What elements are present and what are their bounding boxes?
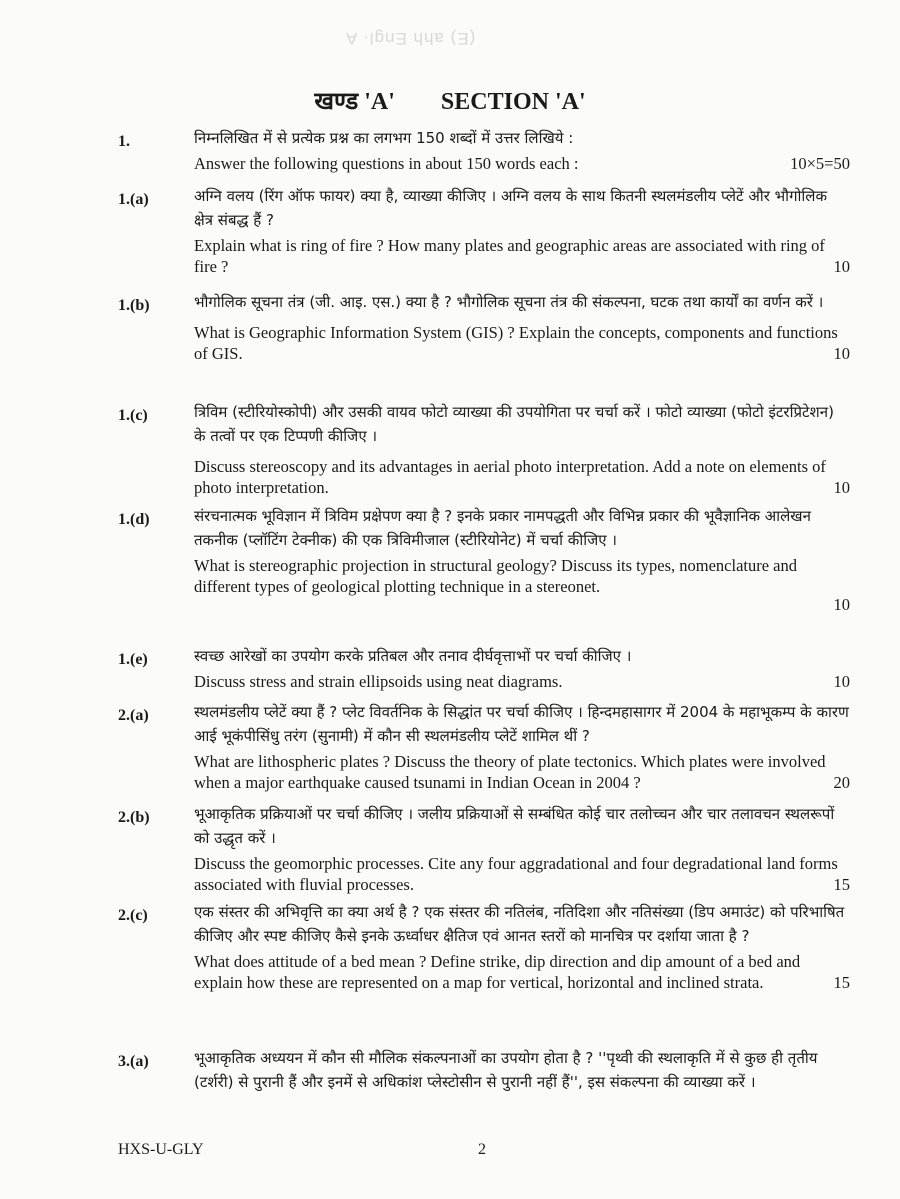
question-text-hindi: भौगोलिक सूचना तंत्र (जी. आइ. एस.) क्या है ? भौगोलिक सूचना तंत्र की संकल्पना, घटक तथा कार्यों का वर्णन करें । — [194, 293, 824, 311]
question-number: 1.(d) — [118, 511, 150, 528]
question-1 — [118, 126, 850, 174]
question-text-hindi: संरचनात्मक भूविज्ञान में त्रिविम प्रक्षेपण क्या है ? इनके प्रकार नामपद्धती और विभिन्न प्रकार की भूवैज्ञानिक आलेखन तकनीक (प्लॉटिंग टेक्नीक) की एक त्रिविमीजाल (स्टीरियोनेट) में चर्चा कीजिए । — [194, 507, 811, 549]
question-text-english-body: What are lithospheric plates ? Discuss the theory of plate tectonics. Which plates were involved when a major earthquake caused tsunami in Indian Ocean in 2004 ? — [194, 752, 826, 792]
question-text-hindi: भूआकृतिक अध्ययन में कौन सी मौलिक संकल्पनाओं का उपयोग होता है ? ''पृथ्वी की स्थलाकृति में से कुछ ही तृतीय (टर्शरी) से पुरानी हैं और इनमें से अधिकांश प्लेस्टोसीन से पुरानी नहीं हैं'', इस संकल्पना की व्याख्या करें । — [194, 1049, 818, 1091]
question-number: 1.(c) — [118, 407, 148, 424]
question-text-english-body: Explain what is ring of fire ? How many plates and geographic areas are associated with ring of fire ? — [194, 236, 825, 276]
question-text-hindi: स्थलमंडलीय प्लेटें क्या हैं ? प्लेट विवर्तनिक के सिद्धांत पर चर्चा कीजिए । हिन्दमहासागर में 2004 के महाभूकम्प के कारण आई भूकंपीसिंधु तरंग (सुनामी) में कौन सी स्थलमंडलीय प्लेटें शामिल थीं ? — [194, 703, 849, 745]
question-text-english — [194, 322, 850, 364]
question-text-english-body: What does attitude of a bed mean ? Define strike, dip direction and dip amount of a bed and explain how these are represented on a map for vertical, horizontal and inclined strata. — [194, 952, 801, 992]
question-text-english — [194, 235, 850, 277]
bleed-through-text: (E) ahh Engl· A — [345, 29, 476, 48]
question-1d — [118, 504, 850, 614]
question-text-english — [194, 951, 850, 993]
question-marks: 15 — [833, 973, 850, 992]
question-marks: 20 — [833, 773, 850, 792]
question-text-english — [194, 751, 850, 793]
question-2c — [118, 900, 850, 993]
question-text-english-body: Discuss stress and strain ellipsoids using neat diagrams. — [194, 672, 563, 691]
page-number: 2 — [478, 1141, 486, 1158]
question-number: 1.(b) — [118, 297, 150, 314]
question-text-hindi: अग्नि वलय (रिंग ऑफ फायर) क्या है, व्याख्या कीजिए । अग्नि वलय के साथ कितनी स्थलमंडलीय प्लेटें और भौगोलिक क्षेत्र संबद्ध हैं ? — [194, 187, 827, 229]
section-heading — [0, 84, 900, 117]
question-number: 2.(a) — [118, 707, 149, 724]
question-number: 1.(a) — [118, 191, 149, 208]
question-text-english-body: What is Geographic Information System (GIS) ? Explain the concepts, components and functions of GIS. — [194, 323, 838, 363]
question-marks: 10 — [833, 595, 850, 614]
question-number: 1.(e) — [118, 651, 148, 668]
question-text-hindi: निम्नलिखित में से प्रत्येक प्रश्न का लगभग 150 शब्दों में उत्तर लिखिये : — [194, 129, 574, 147]
question-1b — [118, 290, 850, 364]
question-number: 2.(c) — [118, 907, 148, 924]
question-text-english — [194, 153, 850, 174]
question-marks: 15 — [833, 875, 850, 894]
question-number: 1. — [118, 133, 130, 150]
question-marks: 10 — [833, 672, 850, 691]
question-1c — [118, 400, 850, 498]
question-text-english — [194, 853, 850, 895]
question-text-english-body: Discuss stereoscopy and its advantages in aerial photo interpretation. Add a note on elements of photo interpretation. — [194, 457, 826, 497]
question-number: 3.(a) — [118, 1053, 149, 1070]
question-marks: 10×5=50 — [790, 154, 850, 173]
question-2b — [118, 802, 850, 895]
question-text-english — [194, 456, 850, 498]
question-text-english — [194, 555, 850, 614]
question-marks: 10 — [833, 478, 850, 497]
question-text-english — [194, 671, 850, 692]
question-1a — [118, 184, 850, 277]
question-1e — [118, 644, 850, 692]
question-marks: 10 — [833, 344, 850, 363]
question-marks: 10 — [833, 257, 850, 276]
question-text-english-body: What is stereographic projection in structural geology? Discuss its types, nomenclature and different types of geological plotting technique in a stereonet. — [194, 556, 797, 596]
question-text-english-body: Discuss the geomorphic processes. Cite any four aggradational and four degradational land forms associated with fluvial processes. — [194, 854, 838, 894]
question-text-hindi: स्वच्छ आरेखों का उपयोग करके प्रतिबल और तनाव दीर्घवृत्ताभों पर चर्चा कीजिए । — [194, 647, 632, 665]
question-text-hindi: त्रिविम (स्टीरियोस्कोपी) और उसकी वायव फोटो व्याख्या की उपयोगिता पर चर्चा करें । फोटो व्याख्या (फोटो इंटरप्रिटेशन) के तत्वों पर एक टिप्पणी कीजिए । — [194, 403, 834, 445]
question-text-hindi: एक संस्तर की अभिवृत्ति का क्या अर्थ है ? एक संस्तर की नतिलंब, नतिदिशा और नतिसंख्या (डिप अमाउंट) को परिभाषित कीजिए और स्पष्ट कीजिए कैसे इनके ऊर्ध्वाधर क्षैतिज एवं आनत स्तरों को मानचित्र पर दर्शाया जाता है ? — [194, 903, 845, 945]
question-number: 2.(b) — [118, 809, 150, 826]
section-heading-hindi: खण्ड 'A' — [314, 89, 395, 115]
question-2a — [118, 700, 850, 793]
question-text-hindi: भूआकृतिक प्रक्रियाओं पर चर्चा कीजिए । जलीय प्रक्रियाओं से सम्बंधित कोई चार तलोच्चन और चार तलावचन स्थलरूपों को उद्धृत करें । — [194, 805, 835, 847]
paper-code: HXS-U-GLY — [118, 1141, 204, 1158]
question-3a — [118, 1046, 850, 1094]
question-text-english-body: Answer the following questions in about 150 words each : — [194, 154, 579, 173]
section-heading-english: SECTION 'A' — [440, 89, 586, 115]
